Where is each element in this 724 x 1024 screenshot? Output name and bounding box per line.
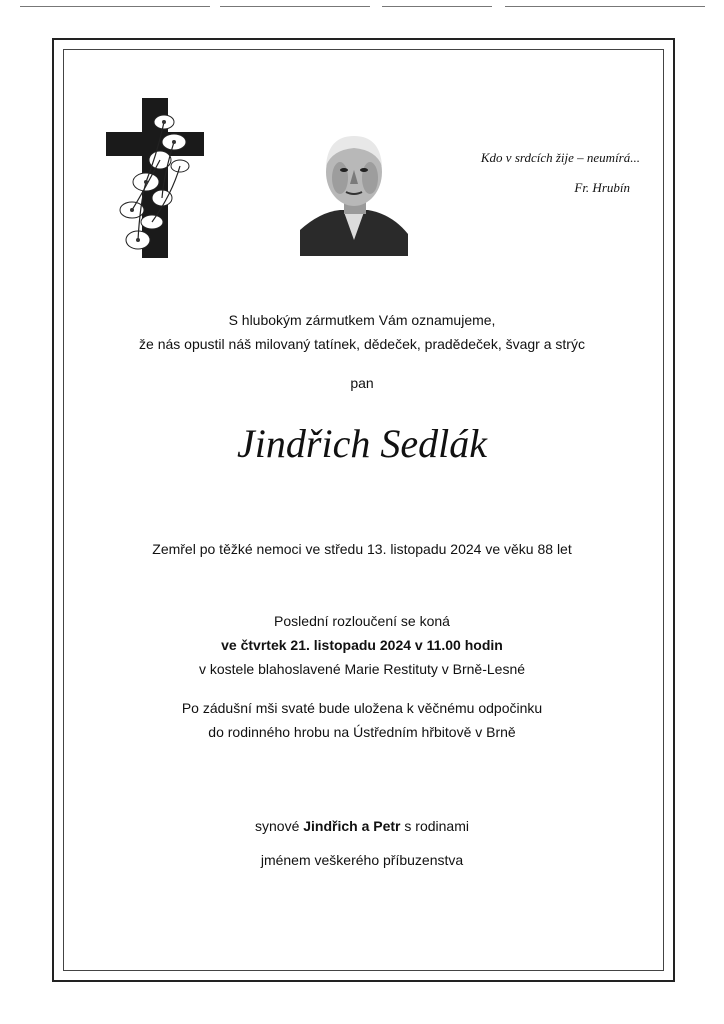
farewell-line: Poslední rozloučení se koná xyxy=(274,613,450,629)
farewell-place: v kostele blahoslavené Marie Restituty v Brně-Lesné xyxy=(198,661,526,677)
signature-prefix: synové xyxy=(255,818,300,834)
scan-line xyxy=(20,6,210,7)
cross-with-flowers-image xyxy=(102,94,207,262)
scan-line xyxy=(382,6,492,7)
burial-line-1: Po zádušní mši svaté bude uložena k věčnému odpočinku xyxy=(181,700,543,716)
signature-suffix: s rodinami xyxy=(404,818,469,834)
signature-line-2: jménem veškerého příbuzenstva xyxy=(260,852,464,868)
quote-author: Fr. Hrubín xyxy=(574,180,630,195)
announcement-line-1: S hlubokým zármutkem Vám oznamujeme, xyxy=(228,312,496,328)
death-info: Zemřel po těžké nemoci ve středu 13. listopadu 2024 ve věku 88 let xyxy=(152,541,572,557)
burial-line-2: do rodinného hrobu na Ústředním hřbitově v Brně xyxy=(208,724,516,740)
deceased-name: Jindřich Sedlák xyxy=(237,421,487,466)
quote-text: Kdo v srdcích žije – neumírá... xyxy=(480,150,640,165)
signature-line-1 xyxy=(0,818,724,834)
scan-line xyxy=(220,6,370,7)
portrait-photo xyxy=(300,130,408,256)
announcement-line-2: že nás opustil náš milovaný tatínek, dědeček, pradědeček, švagr a strýc xyxy=(139,336,585,352)
farewell-date-time: ve čtvrtek 21. listopadu 2024 v 11.00 hodin xyxy=(221,637,503,653)
honorific: pan xyxy=(350,375,374,391)
scan-line xyxy=(505,6,705,7)
signature-names: Jindřich a Petr xyxy=(303,818,401,834)
